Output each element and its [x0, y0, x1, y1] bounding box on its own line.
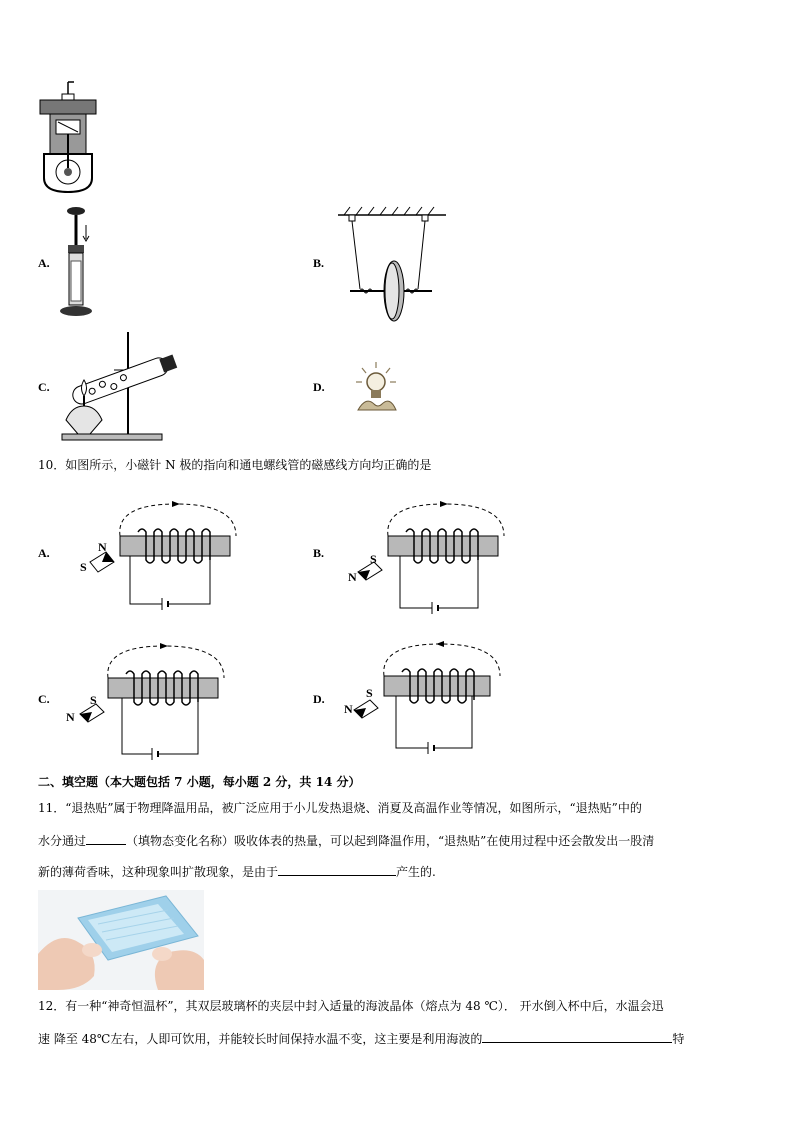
q11-line-3-start: 新的薄荷香味，这种现象叫扩散现象，是由于 — [38, 865, 279, 879]
q10-option-c-north-label: N — [66, 710, 75, 724]
fever-cooling-patch-photo — [38, 890, 204, 990]
q10-option-a-north-label: N — [98, 540, 107, 554]
q10-option-d-south-label: S — [366, 686, 373, 700]
q10-option-c-south-label: S — [90, 693, 97, 707]
q10-option-a-label: A. — [38, 546, 50, 560]
q12-line-2-start: 速 降至 48℃左右，人即可饮用，并能较长时间保持水温不变，这主要是利用海波的 — [38, 1032, 483, 1046]
maxwell-roller-pendulum-figure — [336, 205, 448, 325]
q11-blank-2[interactable] — [278, 863, 396, 876]
q12-line-2-end: 特 — [672, 1032, 685, 1046]
section-2-title: 二、填空题（本大题包括 7 小题，每小题 2 分，共 14 分） — [38, 775, 361, 789]
test-tube-heating-figure — [60, 330, 180, 445]
q10-option-b-north-label: N — [348, 570, 357, 584]
q11-line-2-end: （填物态变化名称）吸收体表的热量，可以起到降温作用，“退热贴”在使用过程中还会散发出一股清 — [126, 834, 655, 848]
q11-line-1: 11．“退热贴”属于物理降温用品，被广泛应用于小儿发热退烧、消夏及高温作业等情况，如图所示，“退热贴”中的 — [38, 801, 642, 815]
q11-line-2 — [38, 832, 758, 849]
q9-option-c-label: C. — [38, 380, 50, 394]
air-compression-syringe-figure — [58, 205, 98, 320]
q10-option-a-south-label: S — [80, 560, 87, 574]
q10-option-d-label: D. — [313, 692, 325, 706]
q9-option-b-label: B. — [313, 256, 325, 270]
q10-option-b-label: B. — [313, 546, 325, 560]
light-bulb-figure — [352, 360, 400, 416]
q10-option-d-north-label: N — [344, 702, 353, 716]
q11-line-3-end: 产生的. — [396, 865, 436, 879]
q12-line-1: 12．有一种“神奇恒温杯”，其双层玻璃杯的夹层中封入适量的海波晶体（熔点为 48 ℃）． 开水倒入杯中后，水温会迅 — [38, 999, 664, 1013]
q12-blank-1[interactable] — [482, 1030, 672, 1043]
q12-line-2 — [38, 1030, 758, 1047]
q11-line-2-start: 水分通过 — [38, 834, 87, 848]
q11-line-3 — [38, 863, 758, 880]
q9-option-a-label: A. — [38, 256, 50, 270]
q9-option-d-label: D. — [313, 380, 325, 394]
q11-blank-1[interactable] — [86, 832, 126, 845]
q10-option-a-figure — [76, 500, 246, 610]
q10-option-b-south-label: S — [370, 552, 377, 566]
engine-cylinder-figure — [38, 80, 98, 195]
q10-stem: 10．如图所示，小磁针 N 极的指向和通电螺线管的磁感线方向均正确的是 — [38, 458, 432, 472]
q10-option-c-label: C. — [38, 692, 50, 706]
